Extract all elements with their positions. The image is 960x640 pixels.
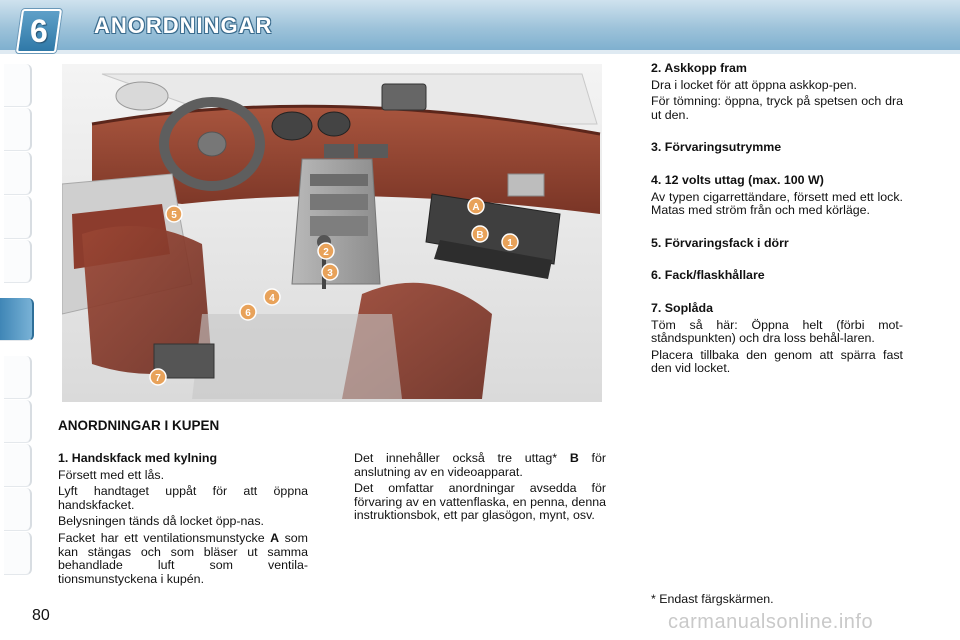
svg-text:7: 7 bbox=[155, 373, 161, 384]
item-3-title: 3. Förvaringsutrymme bbox=[651, 140, 782, 155]
right-text-column bbox=[651, 62, 903, 379]
page-title: ANORDNINGAR bbox=[94, 13, 273, 38]
item-1-paragraph-3: Belysningen tänds då locket öpp-nas. bbox=[58, 514, 264, 529]
dashboard-screen bbox=[382, 84, 426, 110]
item-2-title: 2. Askkopp fram bbox=[651, 61, 747, 75]
steering-hub bbox=[198, 132, 226, 156]
svg-text:4: 4 bbox=[269, 293, 275, 304]
svg-text:3: 3 bbox=[327, 268, 333, 279]
item-1-paragraph-4-end: som kan stängas och som bläser ut samma behandlade luft som ventila-tionsmunstyckena i kupén. bbox=[58, 530, 308, 586]
callout-4 bbox=[264, 289, 280, 305]
instrument-dial-1 bbox=[272, 112, 312, 140]
floor-area bbox=[192, 314, 402, 399]
callout-3 bbox=[322, 264, 338, 280]
chapter-tab-2[interactable] bbox=[4, 108, 32, 151]
vent-right bbox=[358, 144, 388, 158]
item-1-title: 1. Handskfack med kylning bbox=[58, 451, 218, 465]
callout-2 bbox=[318, 243, 334, 259]
middle-paragraph-1 bbox=[354, 452, 606, 479]
socket-reference-B: B bbox=[569, 451, 579, 465]
callout-A bbox=[468, 198, 484, 214]
item-6-title: 6. Fack/flaskhållare bbox=[651, 268, 765, 283]
header-strip bbox=[0, 50, 960, 54]
instrument-dial-2 bbox=[318, 112, 350, 136]
interior-illustration bbox=[62, 64, 602, 402]
chapter-tabs bbox=[0, 64, 34, 576]
callout-6 bbox=[240, 304, 256, 320]
svg-text:5: 5 bbox=[171, 210, 177, 221]
middle-text-column bbox=[354, 452, 606, 526]
watermark: carmanualsonline.info bbox=[668, 611, 874, 633]
vent-left bbox=[324, 144, 354, 158]
chapter-tab-8[interactable] bbox=[4, 400, 32, 443]
callout-B bbox=[472, 226, 488, 242]
chapter-tab-1[interactable] bbox=[4, 64, 32, 107]
item-7-paragraph-2: Placera tillbaka den genom att spärra fast den vid locket. bbox=[651, 347, 903, 376]
item-7-paragraph-1: Töm så här: Öppna helt (förbi mot-ståndspunkten) och dra loss behål-laren. bbox=[651, 317, 903, 346]
middle-paragraph-1-end: för anslutning av en videoapparat. bbox=[354, 451, 606, 479]
chapter-tab-4[interactable] bbox=[4, 196, 32, 239]
item-4-paragraph-1: Av typen cigarrettändare, försett med ett lock. Matas med ström från och med körläge. bbox=[651, 189, 903, 218]
item-7-title: 7. Soplåda bbox=[651, 300, 713, 315]
radio-unit bbox=[310, 216, 368, 236]
chapter-tab-10[interactable] bbox=[4, 488, 32, 531]
svg-text:2: 2 bbox=[323, 247, 329, 258]
page-number: 80 bbox=[32, 607, 50, 624]
item-5-title: 5. Förvaringsfack i dörr bbox=[651, 235, 789, 250]
footnote: * Endast färgskärmen. bbox=[651, 592, 774, 606]
passenger-vent bbox=[508, 174, 544, 196]
chapter-tab-7[interactable] bbox=[4, 356, 32, 399]
callout-5 bbox=[166, 206, 182, 222]
item-4-title: 4. 12 volts uttag (max. 100 W) bbox=[651, 172, 824, 187]
svg-text:1: 1 bbox=[507, 238, 513, 249]
side-mirror bbox=[116, 82, 168, 110]
callout-1 bbox=[502, 234, 518, 250]
svg-text:A: A bbox=[472, 202, 480, 213]
chapter-tab-11[interactable] bbox=[4, 532, 32, 575]
chapter-tab-9[interactable] bbox=[4, 444, 32, 487]
chapter-tab-3[interactable] bbox=[4, 152, 32, 195]
item-1-paragraph-4-start: Facket har ett ventilationsmunstycke bbox=[58, 530, 265, 545]
item-1-paragraph-2: Lyft handtaget uppåt för att öppna handskfacket. bbox=[58, 484, 308, 512]
middle-paragraph-2: Det omfattar anordningar avsedda för förvaring av en vattenflaska, en penna, denna instruktionsbok, ett par glasögon, mynt, osv. bbox=[354, 481, 606, 523]
chapter-tab-5[interactable] bbox=[4, 240, 32, 283]
chapter-tab-6-active[interactable] bbox=[0, 298, 34, 341]
svg-text:6: 6 bbox=[245, 308, 251, 319]
chapter-badge bbox=[16, 9, 62, 53]
item-1-paragraph-4 bbox=[58, 532, 308, 586]
item-1-paragraph-1: Försett med ett lås. bbox=[58, 467, 165, 482]
vent-reference-A: A bbox=[270, 530, 280, 545]
svg-text:B: B bbox=[476, 230, 484, 241]
item-2-paragraph-1: Dra i locket för att öppna askkop-pen. bbox=[651, 77, 857, 92]
left-text-column bbox=[58, 452, 308, 589]
item-2-paragraph-2: För tömning: öppna, tryck på spetsen och dra ut den. bbox=[651, 94, 903, 122]
chapter-number: 6 bbox=[30, 13, 48, 49]
console-panel-2 bbox=[310, 194, 368, 210]
middle-paragraph-1-start: Det innehåller också tre uttag* bbox=[354, 451, 558, 465]
callout-7 bbox=[150, 369, 166, 385]
console-panel-1 bbox=[310, 174, 368, 186]
section-title: ANORDNINGAR I KUPEN bbox=[58, 418, 220, 433]
